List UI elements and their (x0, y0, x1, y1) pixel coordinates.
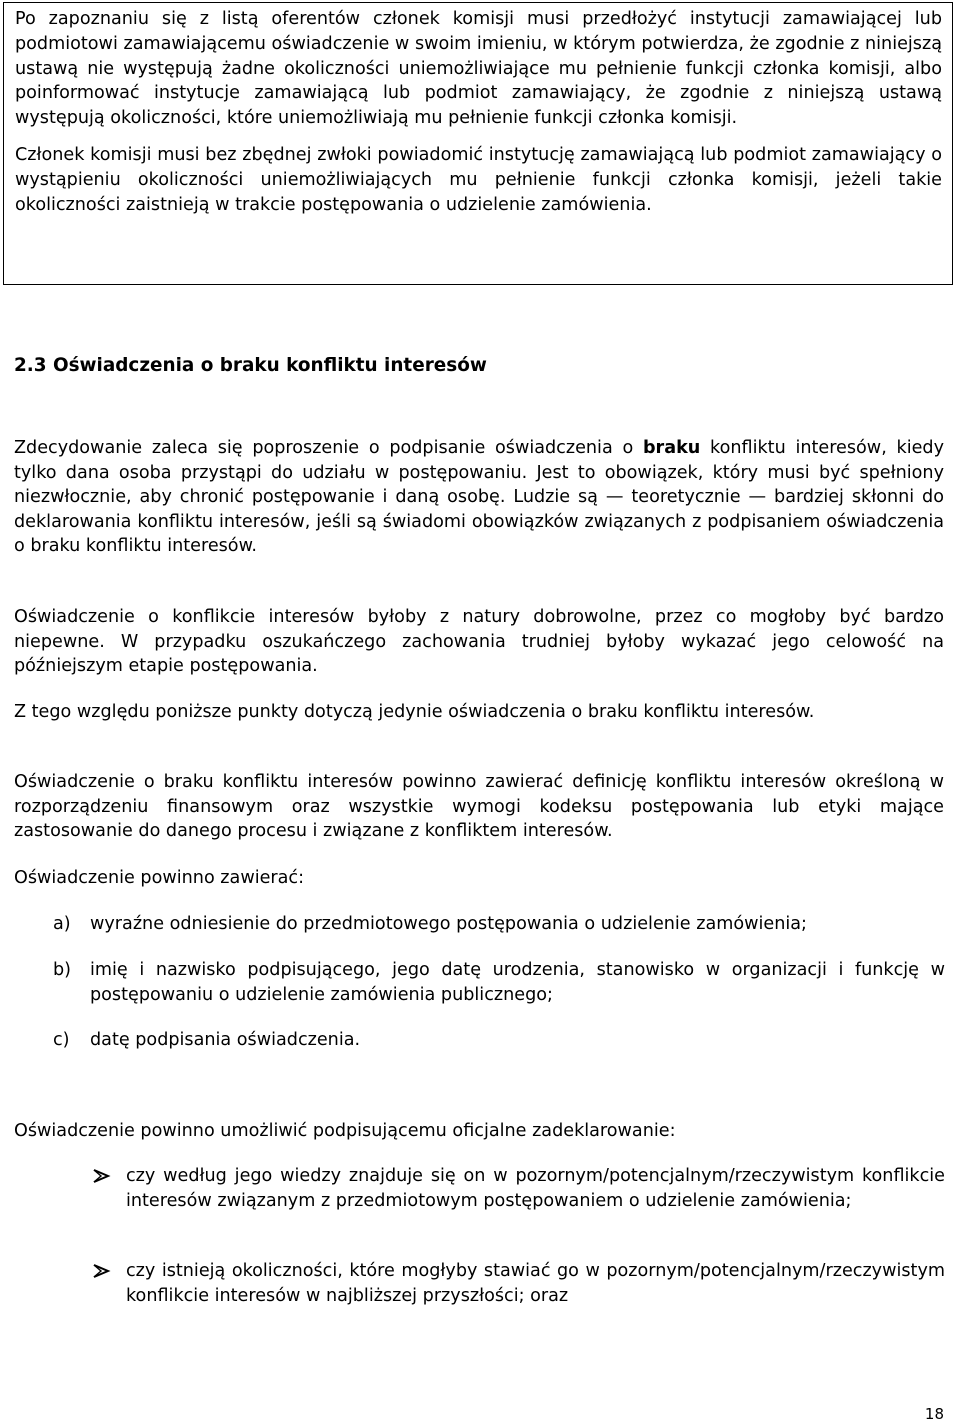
arrow-bullet-icon (92, 1164, 112, 1188)
paragraph-intro-bold: braku (642, 438, 701, 458)
paragraph-definition: Oświadczenie o braku konfliktu interesów powinno zawierać definicję konfliktu interesów określoną w rozporządzeniu finansowym oraz wszystkie wymogi kodeksu postępowania lub etyki mające zastosowanie do danego procesu i związane z konfliktem interesów. (14, 772, 944, 841)
bullet-item (92, 1259, 945, 1308)
list-item-text: wyraźne odniesienie do przedmiotowego postępowania o udzielenie zamówienia; (90, 914, 807, 934)
list-item (53, 1028, 945, 1053)
paragraph-declaration-intro: Oświadczenie powinno umożliwić podpisującemu oficjalne zadeklarowanie: (14, 1121, 676, 1141)
bullet-item (92, 1164, 945, 1213)
page-number: 18 (924, 1405, 944, 1423)
list-item-text: imię i nazwisko podpisującego, jego datę urodzenia, stanowisko w organizacji i funkcję w postępowaniu o udzielenie zamówienia publicznego; (90, 960, 945, 1005)
list-item (53, 912, 945, 937)
paragraph-scope: Z tego względu poniższe punkty dotyczą jedynie oświadczenia o braku konfliktu interesów. (14, 702, 815, 722)
list-marker: b) (53, 960, 72, 980)
paragraph-intro-start: Zdecydowanie zaleca się poproszenie o podpisanie oświadczenia o (14, 438, 643, 458)
paragraph-voluntary: Oświadczenie o konflikcie interesów byłoby z natury dobrowolne, przez co mogłoby być bardzo niepewne. W przypadku oszukańczego zachowania trudniej byłoby wykazać jego celowość na późniejszym etapie postępowania. (14, 607, 944, 676)
list-marker: c) (53, 1030, 70, 1050)
box-paragraph-2: Członek komisji musi bez zbędnej zwłoki powiadomić instytucję zamawiającą lub podmiot zamawiający o wystąpieniu okoliczności uniemożliwiających mu pełnienie funkcji członka komisji, jeżeli takie okoliczności zaistnieją w trakcie postępowania o udzielenie zamówienia. (15, 144, 942, 215)
section-heading: 2.3 Oświadczenia o braku konfliktu interesów (14, 355, 487, 376)
paragraph-contents-intro: Oświadczenie powinno zawierać: (14, 868, 305, 888)
bullet-item-text: czy istnieją okoliczności, które mogłyby stawiać go w pozornym/potencjalnym/rzeczywistym konflikcie interesów w najbliższej przyszłości; oraz (126, 1261, 945, 1306)
paragraph-intro (14, 436, 944, 559)
info-box (3, 2, 953, 285)
list-marker: a) (53, 914, 71, 934)
list-item-text: datę podpisania oświadczenia. (90, 1030, 361, 1050)
box-paragraph-1: Po zapoznaniu się z listą oferentów członek komisji musi przedłożyć instytucji zamawiającej lub podmiotowi zamawiającemu oświadczenie w swoim imieniu, w którym potwierdza, że zgodnie z niniejszą ustawą nie występują żadne okoliczności uniemożliwiające mu pełnienie funkcji członka komisji, albo poinformować instytucje zamawiającą lub podmiot zamawiający, że zgodnie z niniejszą ustawą występują okoliczności, które uniemożliwiają mu pełnienie funkcji członka komisji. (15, 9, 942, 129)
arrow-bullet-icon (92, 1259, 112, 1283)
list-item (53, 958, 945, 1007)
paragraph-intro-end: konfliktu interesów, kiedy tylko dana osoba przystąpi do udziału w postępowaniu. Jest to obowiązek, który musi być spełniony niezwłocznie, aby chronić postępowanie i daną osobę. Ludzie są — teoretycznie — bardziej skłonni do deklarowania konfliktu interesów, jeśli są świadomi obowiązków związanych z podpisaniem oświadczenia o braku konfliktu interesów. (14, 438, 944, 556)
bullet-item-text: czy według jego wiedzy znajduje się on w pozornym/potencjalnym/rzeczywistym konflikcie interesów związanym z przedmiotowym postępowaniem o udzielenie zamówienia; (126, 1166, 945, 1211)
